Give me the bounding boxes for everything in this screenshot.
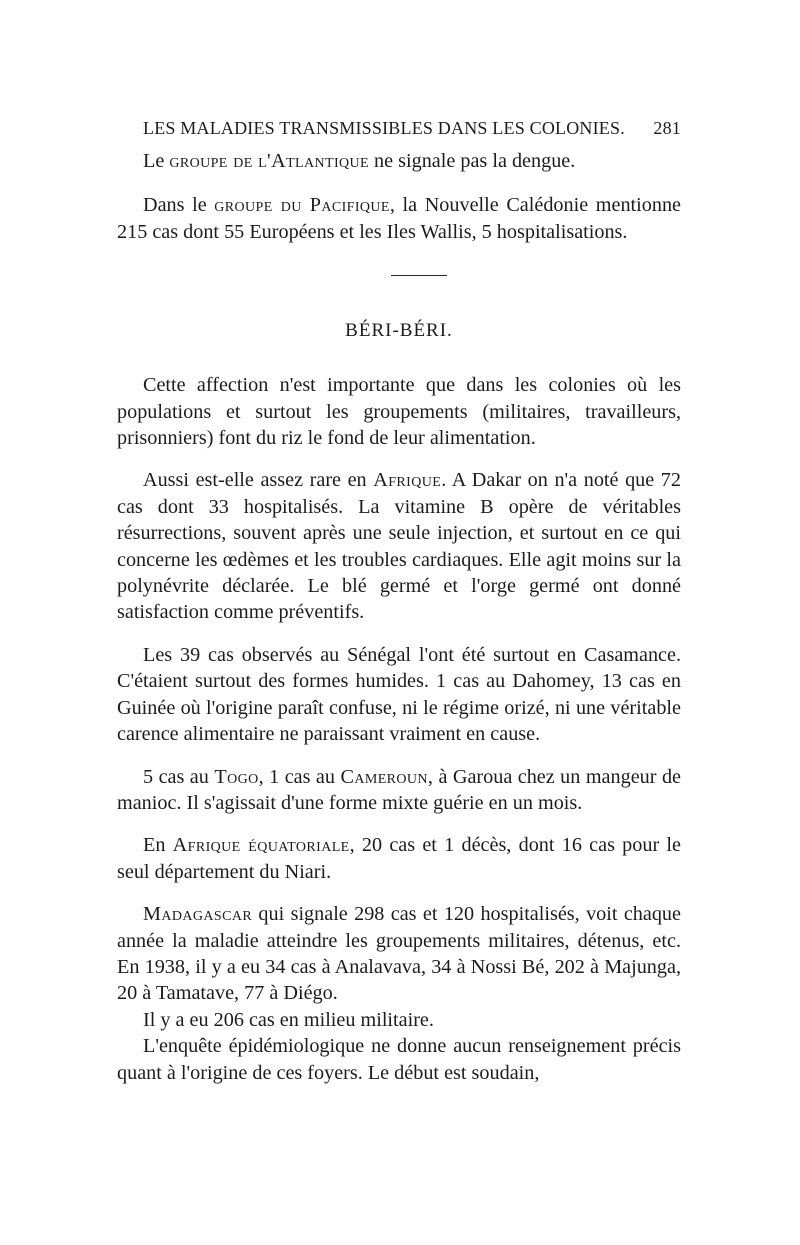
page-number: 281	[653, 118, 681, 138]
region-name: groupe de l'Atlantique	[169, 150, 369, 172]
region-name: Togo	[214, 765, 259, 788]
section-title: BÉRI-BÉRI.	[345, 320, 453, 342]
paragraph-text: Dans le	[143, 194, 215, 217]
paragraph-militaire: Il y a eu 206 cas en milieu militaire.	[143, 1008, 434, 1031]
book-page	[117, 118, 681, 1086]
paragraph-text: qui signale 298 cas et 120 hospitalisés, voit chaque année la maladie atteindre les groupements militaires, détenus, etc. En 1938, il y a eu 34 cas à Analavava, 34 à Nossi Bé, 202 à Majunga, 20 à Tamatave, 77 à Diégo.	[117, 903, 681, 1005]
region-name: Madagascar	[143, 903, 253, 926]
paragraph-text: . A Dakar on n'a noté que 72 cas dont 33 hospitalisés. La vitamine B opère de véritables résurrections, souvent après une seule injection, et surtout en ce qui concerne les œdèmes et les troubles cardiaques. Elle agit moins sur la polynévrite déclarée. Le blé germé et l'orge germé ont donné satisfaction comme préventifs.	[117, 469, 681, 624]
paragraph-text: , à Garoua chez un mangeur de manioc. Il s'agissait d'une forme mixte guérie en un mois.	[117, 765, 681, 814]
running-header	[117, 118, 681, 146]
section-divider	[391, 275, 447, 276]
paragraph-senegal: Les 39 cas observés au Sénégal l'ont été surtout en Casamance. C'étaient surtout des formes humides. 1 cas au Dahomey, 13 cas en Guinée où l'origine paraît confuse, ni le régime orizé, ni une véritable carence alimentaire ne paraissant vraiment en cause.	[117, 643, 681, 746]
paragraph-madagascar	[117, 901, 681, 1007]
paragraph-text: ne signale pas la dengue.	[369, 150, 576, 172]
paragraph-intro: Cette affection n'est importante que dans les colonies où les populations et surtout les groupements (militaires, travailleurs, prisonniers) font du riz le fond de leur alimentation.	[117, 374, 681, 450]
paragraph-text: Le	[143, 150, 170, 172]
paragraph-text: , la Nouvelle Calédonie mentionne 215 cas dont 55 Européens et les Iles Wallis, 5 hospitalisations.	[117, 194, 681, 243]
paragraph-text: En	[143, 834, 173, 857]
paragraph-atlantique	[117, 148, 681, 174]
paragraph-pacifique	[117, 192, 681, 245]
paragraph-enquete: L'enquête épidémiologique ne donne aucun renseignement précis quant à l'origine de ces foyers. Le début est soudain,	[117, 1035, 681, 1084]
paragraph-afrique	[117, 467, 681, 625]
paragraph-afrique-equatoriale	[117, 832, 681, 885]
region-name: Afrique équatoriale	[172, 834, 350, 857]
paragraph-text: Aussi est-elle assez rare en	[143, 469, 374, 492]
paragraph-togo-cameroun	[117, 764, 681, 817]
region-name: Afrique	[373, 469, 442, 492]
region-name: groupe du Pacifique	[214, 194, 390, 217]
region-name: Cameroun	[340, 765, 428, 788]
running-title: LES MALADIES TRANSMISSIBLES DANS LES COLONIES.	[143, 118, 625, 138]
paragraph-text: , 1 cas au	[258, 765, 341, 788]
paragraph-text: 5 cas au	[143, 765, 215, 788]
paragraph-text: , 20 cas et 1 décès, dont 16 cas pour le seul département du Niari.	[117, 834, 681, 883]
